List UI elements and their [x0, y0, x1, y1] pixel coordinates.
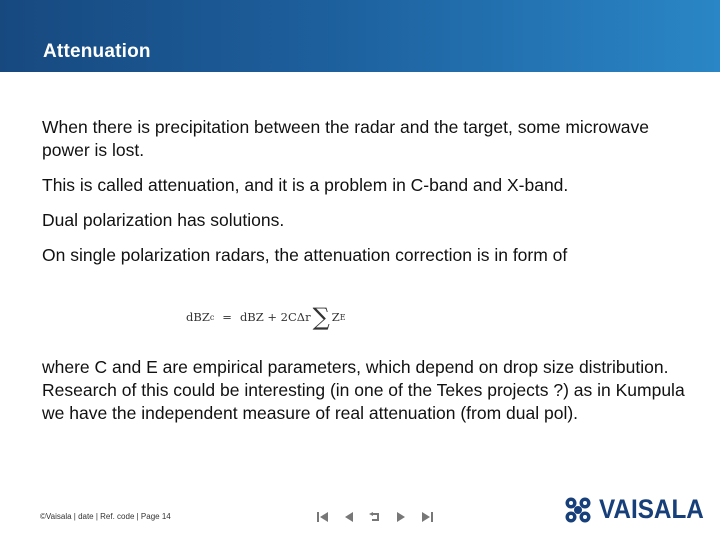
next-slide-icon[interactable]	[394, 510, 408, 524]
slide-body	[42, 116, 692, 279]
previous-slide-icon[interactable]	[342, 510, 356, 524]
return-icon[interactable]	[368, 510, 382, 524]
formula-lhs: dBZ	[186, 310, 210, 324]
first-slide-icon[interactable]	[316, 510, 330, 524]
attenuation-formula	[186, 300, 346, 334]
formula-rhs: dBZ + 2CΔr	[239, 310, 311, 324]
paragraph-3: Dual polarization has solutions.	[42, 210, 285, 230]
vaisala-logo-mark-icon	[563, 495, 593, 525]
vaisala-logo	[563, 494, 716, 525]
paragraph-4: On single polarization radars, the attenuation correction is in form of	[42, 245, 568, 265]
last-slide-icon[interactable]	[420, 510, 434, 524]
slide-navigation	[316, 510, 434, 524]
title-bar	[0, 0, 720, 72]
formula-exponent: E	[339, 312, 346, 322]
slide-title: Attenuation	[43, 41, 151, 62]
footer-reference: ©Vaisala | date | Ref. code | Page 14	[40, 512, 171, 521]
vaisala-wordmark: VAISALA	[599, 494, 704, 524]
formula-equals: =	[222, 310, 232, 324]
formula-lhs-subscript: c	[209, 312, 215, 322]
paragraph-2: This is called attenuation, and it is a problem in C-band and X-band.	[42, 175, 569, 195]
paragraph-5: where C and E are empirical parameters, which depend on drop size distribution. Research of this could be interesting (in one of the Tekes projects ?) as in Kumpula we have the independent measure of real attenuation (from dual pol).	[42, 357, 685, 423]
paragraph-1: When there is precipitation between the radar and the target, some microwave power is lost.	[42, 117, 649, 160]
formula-sigma: ∑	[312, 303, 330, 331]
formula-z: Z	[331, 310, 340, 324]
